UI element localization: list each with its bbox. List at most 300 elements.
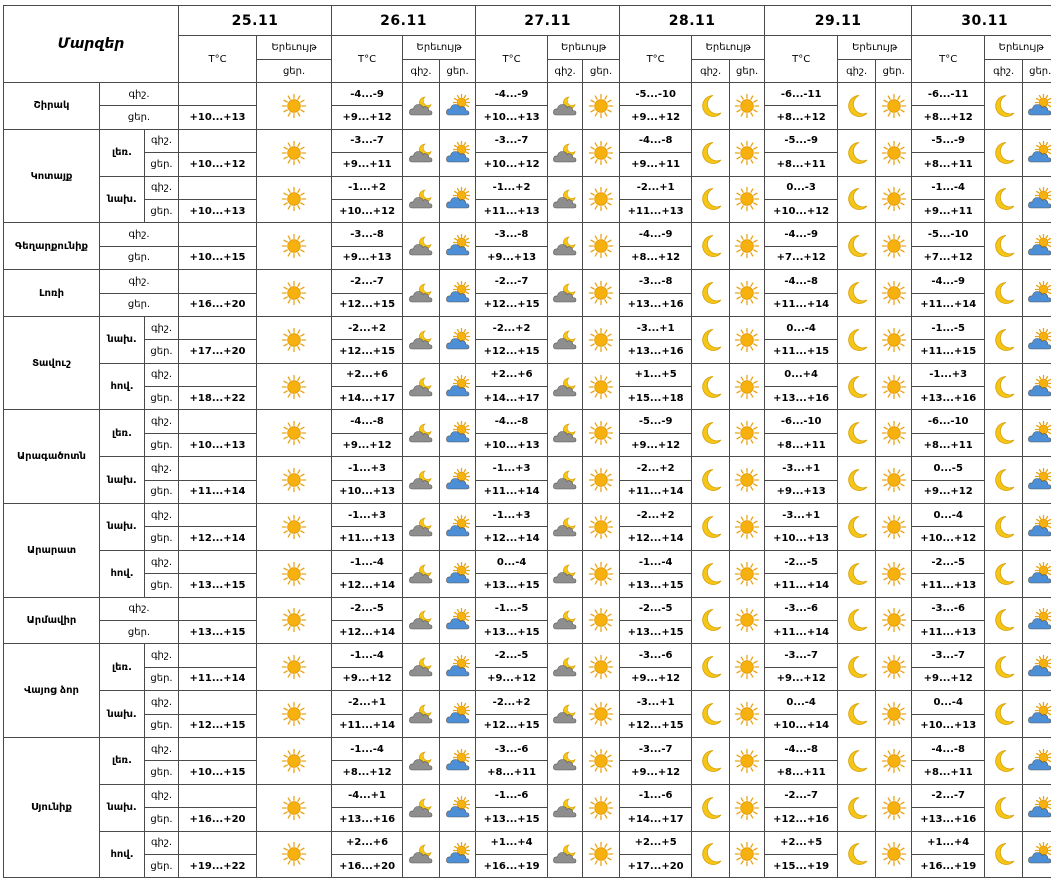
sun-cloud-icon xyxy=(440,467,475,493)
moon-icon xyxy=(838,795,875,821)
weather-icon-cell xyxy=(403,270,440,317)
night-temperature: -1...-6 xyxy=(476,784,548,807)
night-temperature: +2...+6 xyxy=(476,363,548,386)
weather-icon-cell xyxy=(583,176,620,223)
day-temperature: +10...+13 xyxy=(912,714,985,737)
weather-icon-cell xyxy=(257,691,332,738)
moon-icon xyxy=(692,420,729,446)
sun-cloud-icon xyxy=(440,93,475,119)
sun-icon xyxy=(257,140,331,166)
night-temperature: -3...-7 xyxy=(912,644,985,667)
moon-icon xyxy=(985,748,1022,774)
weather-icon-cell xyxy=(838,644,876,691)
cloud-moon-icon xyxy=(403,748,439,774)
day-temperature: +10...+15 xyxy=(179,246,257,269)
sun-icon xyxy=(257,701,331,727)
region-name: Լոռի xyxy=(4,270,100,317)
phenomenon-header: Երեւույթ xyxy=(403,36,476,60)
weather-icon-cell xyxy=(548,504,583,551)
night-temperature xyxy=(179,176,257,199)
night-temperature: -4...-8 xyxy=(765,737,838,760)
moon-icon xyxy=(985,841,1022,867)
weather-icon-cell xyxy=(548,457,583,504)
day-temperature: +9...+12 xyxy=(765,667,838,690)
weather-icon-cell xyxy=(548,644,583,691)
sun-icon xyxy=(257,93,331,119)
day-temperature: +11...+15 xyxy=(765,340,838,363)
day-temperature: +9...+13 xyxy=(476,246,548,269)
weather-icon-cell xyxy=(876,457,912,504)
weather-icon-cell xyxy=(440,831,476,878)
night-temperature: -1...-4 xyxy=(912,176,985,199)
subregion-label: հով. xyxy=(100,363,145,410)
night-temperature: -1...-5 xyxy=(476,597,548,620)
night-temperature: -1...-5 xyxy=(912,316,985,339)
weather-icon-cell xyxy=(440,644,476,691)
cloud-moon-icon xyxy=(548,514,582,540)
moon-icon xyxy=(838,467,875,493)
phenomenon-header: Երեւույթ xyxy=(838,36,912,60)
sun-icon xyxy=(730,93,764,119)
weather-icon-cell xyxy=(730,550,765,597)
night-temperature: 0...+4 xyxy=(765,363,838,386)
day-temperature: +12...+15 xyxy=(620,714,692,737)
night-temperature: -3...-8 xyxy=(476,223,548,246)
day-temperature: +10...+13 xyxy=(476,433,548,456)
day-temperature: +16...+20 xyxy=(179,808,257,831)
sun-icon xyxy=(257,561,331,587)
cloud-moon-icon xyxy=(548,140,582,166)
weather-icon-cell xyxy=(257,129,332,176)
weather-icon-cell xyxy=(838,176,876,223)
day-label: ցեր. xyxy=(145,714,179,737)
weather-icon-cell xyxy=(876,737,912,784)
moon-icon xyxy=(692,841,729,867)
weather-icon-cell xyxy=(548,270,583,317)
weather-icon-cell xyxy=(692,737,730,784)
day-temperature: +12...+15 xyxy=(476,293,548,316)
sun-icon xyxy=(730,280,764,306)
night-temperature: -3...-6 xyxy=(765,597,838,620)
weather-icon-cell xyxy=(440,83,476,130)
weather-icon-cell xyxy=(876,410,912,457)
sun-icon xyxy=(730,514,764,540)
weather-icon-cell xyxy=(838,597,876,644)
sun-icon xyxy=(730,140,764,166)
phenomenon-header: Երեւույթ xyxy=(548,36,620,60)
sun-cloud-icon xyxy=(1023,374,1051,400)
subregion-label: լեռ. xyxy=(100,129,145,176)
night-temperature: -2...-7 xyxy=(912,784,985,807)
weather-icon-cell xyxy=(583,223,620,270)
weather-icon-cell xyxy=(548,176,583,223)
day-temperature: +14...+17 xyxy=(332,387,403,410)
day-temperature: +9...+12 xyxy=(620,761,692,784)
night-temperature: -2...+1 xyxy=(332,691,403,714)
subregion-label: նախ. xyxy=(100,176,145,223)
night-label: գիշ. xyxy=(145,784,179,807)
weather-icon-cell xyxy=(257,316,332,363)
table-row xyxy=(4,316,1051,339)
weather-icon-cell xyxy=(838,410,876,457)
night-temperature: -3...+1 xyxy=(620,316,692,339)
weather-icon-cell xyxy=(440,176,476,223)
sun-icon xyxy=(730,748,764,774)
night-temperature: -4...-8 xyxy=(912,737,985,760)
weather-icon-cell xyxy=(876,363,912,410)
subregion-label: լեռ. xyxy=(100,737,145,784)
night-temperature: 0...-4 xyxy=(912,691,985,714)
sun-cloud-icon xyxy=(1023,607,1051,633)
weather-icon-cell xyxy=(876,784,912,831)
night-temperature: -2...-7 xyxy=(765,784,838,807)
night-temperature: -1...+3 xyxy=(332,457,403,480)
day-temperature: +8...+12 xyxy=(765,106,838,129)
weather-icon-cell xyxy=(583,597,620,644)
cloud-moon-icon xyxy=(548,607,582,633)
weather-icon-cell xyxy=(257,504,332,551)
night-temperature: -3...-7 xyxy=(620,737,692,760)
night-temperature: -3...+1 xyxy=(620,691,692,714)
day-temperature: +15...+19 xyxy=(765,854,838,877)
weather-icon-cell xyxy=(730,176,765,223)
weather-icon-cell xyxy=(257,410,332,457)
night-temperature: -5...-10 xyxy=(912,223,985,246)
sun-cloud-icon xyxy=(1023,280,1051,306)
day-temperature: +11...+14 xyxy=(765,620,838,643)
sun-cloud-icon xyxy=(440,795,475,821)
weather-icon-cell xyxy=(583,737,620,784)
weather-icon-cell xyxy=(583,363,620,410)
moon-icon xyxy=(985,233,1022,259)
night-temperature xyxy=(179,784,257,807)
weather-icon-cell xyxy=(730,784,765,831)
night-header: գիշ. xyxy=(692,60,730,83)
night-temperature: -5...-9 xyxy=(765,129,838,152)
cloud-moon-icon xyxy=(403,327,439,353)
cloud-moon-icon xyxy=(403,374,439,400)
day-temperature: +9...+13 xyxy=(332,246,403,269)
day-header: ցեր. xyxy=(1023,60,1051,83)
night-temperature: 0...-4 xyxy=(912,504,985,527)
weather-icon-cell xyxy=(440,410,476,457)
day-temperature: +12...+15 xyxy=(476,340,548,363)
night-temperature: -6...-11 xyxy=(765,83,838,106)
date-header: 25.11 xyxy=(179,6,332,36)
night-temperature: -4...+1 xyxy=(332,784,403,807)
day-temperature: +12...+14 xyxy=(620,527,692,550)
day-temperature: +11...+14 xyxy=(912,293,985,316)
day-temperature: +16...+20 xyxy=(332,854,403,877)
weather-icon-cell xyxy=(403,550,440,597)
day-temperature: +10...+13 xyxy=(332,480,403,503)
weather-forecast-table xyxy=(3,5,1051,878)
date-header: 29.11 xyxy=(765,6,912,36)
weather-icon-cell xyxy=(403,457,440,504)
moon-icon xyxy=(692,93,729,119)
weather-icon-cell xyxy=(403,737,440,784)
weather-icon-cell xyxy=(838,83,876,130)
sun-icon xyxy=(583,327,619,353)
weather-icon-cell xyxy=(985,831,1023,878)
day-temperature: +9...+12 xyxy=(332,667,403,690)
weather-icon-cell xyxy=(730,129,765,176)
sun-icon xyxy=(876,93,911,119)
day-temperature: +11...+14 xyxy=(332,714,403,737)
sun-cloud-icon xyxy=(1023,795,1051,821)
weather-icon-cell xyxy=(692,597,730,644)
sun-cloud-icon xyxy=(1023,654,1051,680)
weather-icon-cell xyxy=(548,737,583,784)
cloud-moon-icon xyxy=(403,233,439,259)
night-temperature xyxy=(179,597,257,620)
weather-icon-cell xyxy=(876,691,912,738)
sun-cloud-icon xyxy=(440,607,475,633)
temperature-header: T°C xyxy=(620,36,692,83)
weather-icon-cell xyxy=(403,644,440,691)
cloud-moon-icon xyxy=(548,467,582,493)
subregion-label: հով. xyxy=(100,550,145,597)
moon-icon xyxy=(985,701,1022,727)
weather-icon-cell xyxy=(985,129,1023,176)
weather-icon-cell xyxy=(692,363,730,410)
night-temperature: -1...-6 xyxy=(620,784,692,807)
weather-icon-cell xyxy=(876,504,912,551)
night-temperature: +1...+4 xyxy=(912,831,985,854)
moon-icon xyxy=(692,701,729,727)
sun-icon xyxy=(876,607,911,633)
day-temperature: +9...+12 xyxy=(332,433,403,456)
weather-icon-cell xyxy=(985,410,1023,457)
day-temperature: +11...+15 xyxy=(912,340,985,363)
weather-icon-cell xyxy=(548,597,583,644)
sun-icon xyxy=(876,795,911,821)
subregion-label: նախ. xyxy=(100,691,145,738)
day-temperature: +13...+15 xyxy=(476,574,548,597)
table-row xyxy=(4,550,1051,573)
day-label: ցեր. xyxy=(145,761,179,784)
moon-icon xyxy=(985,186,1022,212)
date-header: 26.11 xyxy=(332,6,476,36)
moon-icon xyxy=(692,280,729,306)
weather-icon-cell xyxy=(1023,691,1051,738)
weather-icon-cell xyxy=(730,737,765,784)
day-temperature: +11...+14 xyxy=(476,480,548,503)
weather-icon-cell xyxy=(876,129,912,176)
cloud-moon-icon xyxy=(403,654,439,680)
weather-icon-cell xyxy=(876,270,912,317)
night-temperature: +2...+5 xyxy=(765,831,838,854)
moon-icon xyxy=(692,748,729,774)
day-header: ցեր. xyxy=(440,60,476,83)
weather-icon-cell xyxy=(548,129,583,176)
day-temperature: +16...+19 xyxy=(912,854,985,877)
weather-icon-cell xyxy=(583,270,620,317)
weather-icon-cell xyxy=(730,504,765,551)
night-temperature: +2...+6 xyxy=(332,831,403,854)
night-label: գիշ. xyxy=(145,737,179,760)
day-temperature: +10...+13 xyxy=(179,433,257,456)
day-temperature: +11...+13 xyxy=(620,199,692,222)
table-row xyxy=(4,83,1051,106)
sun-cloud-icon xyxy=(440,327,475,353)
sun-icon xyxy=(876,561,911,587)
weather-icon-cell xyxy=(692,504,730,551)
day-temperature: +9...+12 xyxy=(620,667,692,690)
moon-icon xyxy=(838,93,875,119)
weather-icon-cell xyxy=(257,737,332,784)
day-label: ցեր. xyxy=(145,854,179,877)
cloud-moon-icon xyxy=(403,607,439,633)
day-label: ցեր. xyxy=(145,340,179,363)
weather-icon-cell xyxy=(403,176,440,223)
sun-cloud-icon xyxy=(1023,467,1051,493)
sun-icon xyxy=(583,186,619,212)
weather-icon-cell xyxy=(876,176,912,223)
day-temperature: +11...+14 xyxy=(765,293,838,316)
table-row xyxy=(4,644,1051,667)
day-temperature: +11...+14 xyxy=(620,480,692,503)
sun-icon xyxy=(730,186,764,212)
weather-icon-cell xyxy=(985,504,1023,551)
moon-icon xyxy=(985,327,1022,353)
day-temperature: +8...+11 xyxy=(765,761,838,784)
day-temperature: +12...+14 xyxy=(179,527,257,550)
day-label: ցեր. xyxy=(145,387,179,410)
moon-icon xyxy=(692,186,729,212)
day-temperature: +10...+12 xyxy=(179,153,257,176)
weather-icon-cell xyxy=(583,644,620,691)
moon-icon xyxy=(692,654,729,680)
moon-icon xyxy=(692,327,729,353)
weather-icon-cell xyxy=(257,644,332,691)
cloud-moon-icon xyxy=(548,841,582,867)
sun-icon xyxy=(730,467,764,493)
weather-icon-cell xyxy=(257,597,332,644)
weather-icon-cell xyxy=(440,550,476,597)
weather-icon-cell xyxy=(548,784,583,831)
weather-icon-cell xyxy=(403,316,440,363)
phenomenon-header: Երեւույթ xyxy=(692,36,765,60)
table-row xyxy=(4,176,1051,199)
sun-cloud-icon xyxy=(440,233,475,259)
night-temperature: -4...-9 xyxy=(765,223,838,246)
night-temperature: -4...-8 xyxy=(476,410,548,433)
night-temperature xyxy=(179,691,257,714)
sun-icon xyxy=(730,327,764,353)
sun-icon xyxy=(583,654,619,680)
weather-icon-cell xyxy=(985,457,1023,504)
day-temperature: +7...+12 xyxy=(765,246,838,269)
weather-icon-cell xyxy=(876,83,912,130)
weather-icon-cell xyxy=(985,270,1023,317)
day-temperature: +9...+12 xyxy=(912,667,985,690)
day-temperature: +13...+16 xyxy=(912,808,985,831)
day-label: ցեր. xyxy=(145,433,179,456)
sun-cloud-icon xyxy=(440,186,475,212)
night-temperature xyxy=(179,504,257,527)
weather-icon-cell xyxy=(1023,129,1051,176)
weather-icon-cell xyxy=(1023,831,1051,878)
moon-icon xyxy=(985,607,1022,633)
sun-icon xyxy=(876,467,911,493)
weather-icon-cell xyxy=(1023,457,1051,504)
weather-icon-cell xyxy=(838,316,876,363)
moon-icon xyxy=(838,514,875,540)
day-temperature: +13...+15 xyxy=(620,620,692,643)
moon-icon xyxy=(692,140,729,166)
day-label: ցեր. xyxy=(100,293,179,316)
night-temperature xyxy=(179,83,257,106)
day-temperature: +8...+11 xyxy=(912,761,985,784)
moon-icon xyxy=(838,607,875,633)
sun-icon xyxy=(876,280,911,306)
sun-cloud-icon xyxy=(440,514,475,540)
day-header: ցեր. xyxy=(876,60,912,83)
night-label: գիշ. xyxy=(100,597,179,620)
weather-icon-cell xyxy=(838,550,876,597)
sun-icon xyxy=(730,561,764,587)
day-temperature: +8...+11 xyxy=(912,153,985,176)
moon-icon xyxy=(838,701,875,727)
day-temperature: +13...+15 xyxy=(476,620,548,643)
moon-icon xyxy=(838,748,875,774)
moon-icon xyxy=(692,514,729,540)
weather-icon-cell xyxy=(730,691,765,738)
weather-icon-cell xyxy=(1023,644,1051,691)
temperature-header: T°C xyxy=(332,36,403,83)
sun-icon xyxy=(583,467,619,493)
day-label: ցեր. xyxy=(145,527,179,550)
subregion-label: նախ. xyxy=(100,457,145,504)
sun-icon xyxy=(876,420,911,446)
weather-icon-cell xyxy=(257,550,332,597)
sun-cloud-icon xyxy=(440,280,475,306)
day-temperature: +10...+13 xyxy=(179,199,257,222)
day-temperature: +9...+13 xyxy=(765,480,838,503)
weather-icon-cell xyxy=(876,831,912,878)
night-temperature: -3...-8 xyxy=(620,270,692,293)
night-temperature: -2...-5 xyxy=(332,597,403,620)
moon-icon xyxy=(985,654,1022,680)
night-temperature: -1...-4 xyxy=(332,550,403,573)
date-header: 28.11 xyxy=(620,6,765,36)
night-label: գիշ. xyxy=(145,831,179,854)
moon-icon xyxy=(692,467,729,493)
moon-icon xyxy=(838,374,875,400)
moon-icon xyxy=(838,841,875,867)
weather-icon-cell xyxy=(985,316,1023,363)
weather-icon-cell xyxy=(1023,223,1051,270)
night-label: գիշ. xyxy=(145,504,179,527)
weather-icon-cell xyxy=(548,410,583,457)
moon-icon xyxy=(985,467,1022,493)
sun-icon xyxy=(257,186,331,212)
night-temperature: -3...-6 xyxy=(476,737,548,760)
weather-icon-cell xyxy=(548,223,583,270)
night-temperature: -3...+1 xyxy=(765,504,838,527)
subregion-label: նախ. xyxy=(100,316,145,363)
sun-cloud-icon xyxy=(1023,327,1051,353)
sun-icon xyxy=(257,514,331,540)
sun-icon xyxy=(583,280,619,306)
weather-icon-cell xyxy=(730,457,765,504)
sun-icon xyxy=(257,748,331,774)
weather-icon-cell xyxy=(403,784,440,831)
night-temperature: -4...-8 xyxy=(332,410,403,433)
weather-icon-cell xyxy=(692,270,730,317)
day-temperature: +17...+20 xyxy=(620,854,692,877)
